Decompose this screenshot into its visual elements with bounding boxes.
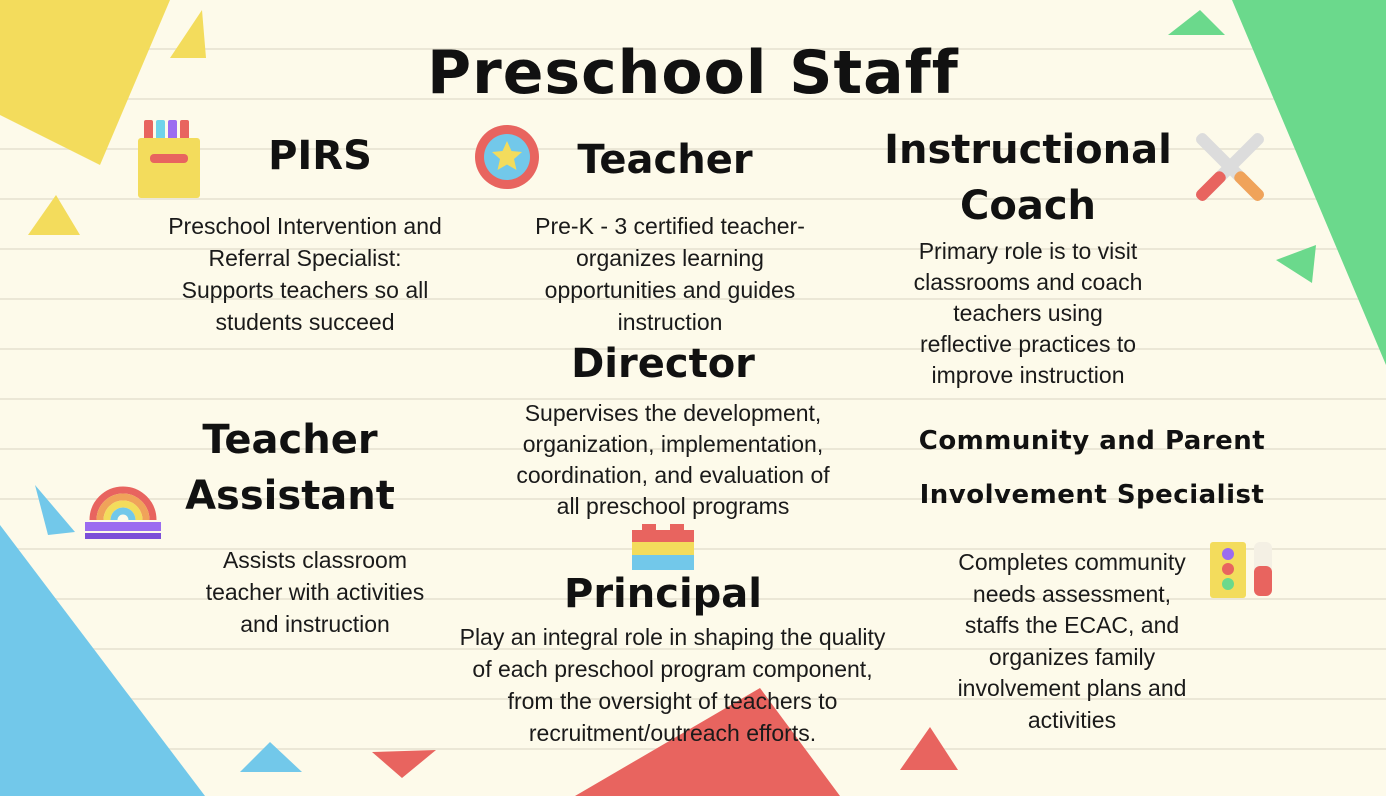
crayon-box-icon — [136, 118, 202, 200]
director-heading: Director — [571, 341, 755, 387]
teacher-heading: Teacher — [577, 137, 753, 183]
pirs-heading: PIRS — [268, 133, 372, 179]
blue-triangle-left-small — [35, 485, 75, 535]
yellow-triangle-left — [28, 195, 80, 235]
principal-description: Play an integral role in shaping the quality of each preschool program component, from the oversight of teachers to recruitment/outreach efforts. — [459, 624, 886, 746]
community-heading-line2: Involvement Specialist — [919, 480, 1265, 510]
green-triangle-right-small — [1276, 245, 1316, 283]
yellow-triangle-small-top — [170, 10, 206, 58]
blue-triangle-bottom-small — [240, 742, 302, 772]
slide-title: Preschool Staff — [427, 38, 959, 108]
principal-heading: Principal — [564, 571, 762, 617]
community-heading-line1: Community and Parent — [918, 426, 1266, 456]
red-triangle-bottom-small — [372, 750, 436, 778]
pirs-description: Preschool Intervention and Referral Specialist: Supports teachers so all students succeed — [168, 213, 442, 335]
coach-description: Primary role is to visit classrooms and coach teachers using reflective practices to improve instruction — [913, 238, 1143, 388]
rainbow-book-icon — [83, 462, 163, 542]
assistant-description: Assists classroom teacher with activities and instruction — [205, 547, 425, 637]
director-description: Supervises the development, organization, implementation, coordination, and evaluation of all preschool programs — [516, 400, 830, 519]
crossed-pencils-icon — [1188, 126, 1272, 208]
assistant-heading: Teacher Assistant — [185, 417, 395, 519]
building-blocks-icon — [632, 524, 694, 570]
green-triangle-top-small — [1168, 10, 1225, 35]
star-badge-icon — [474, 124, 540, 190]
teacher-description: Pre-K - 3 certified teacher- organizes learning opportunities and guides instruction — [535, 213, 805, 335]
coach-heading: Instructional Coach — [884, 127, 1172, 229]
community-description: Completes community needs assessment, staffs the ECAC, and organizes family involvement plans and activities — [957, 549, 1187, 733]
